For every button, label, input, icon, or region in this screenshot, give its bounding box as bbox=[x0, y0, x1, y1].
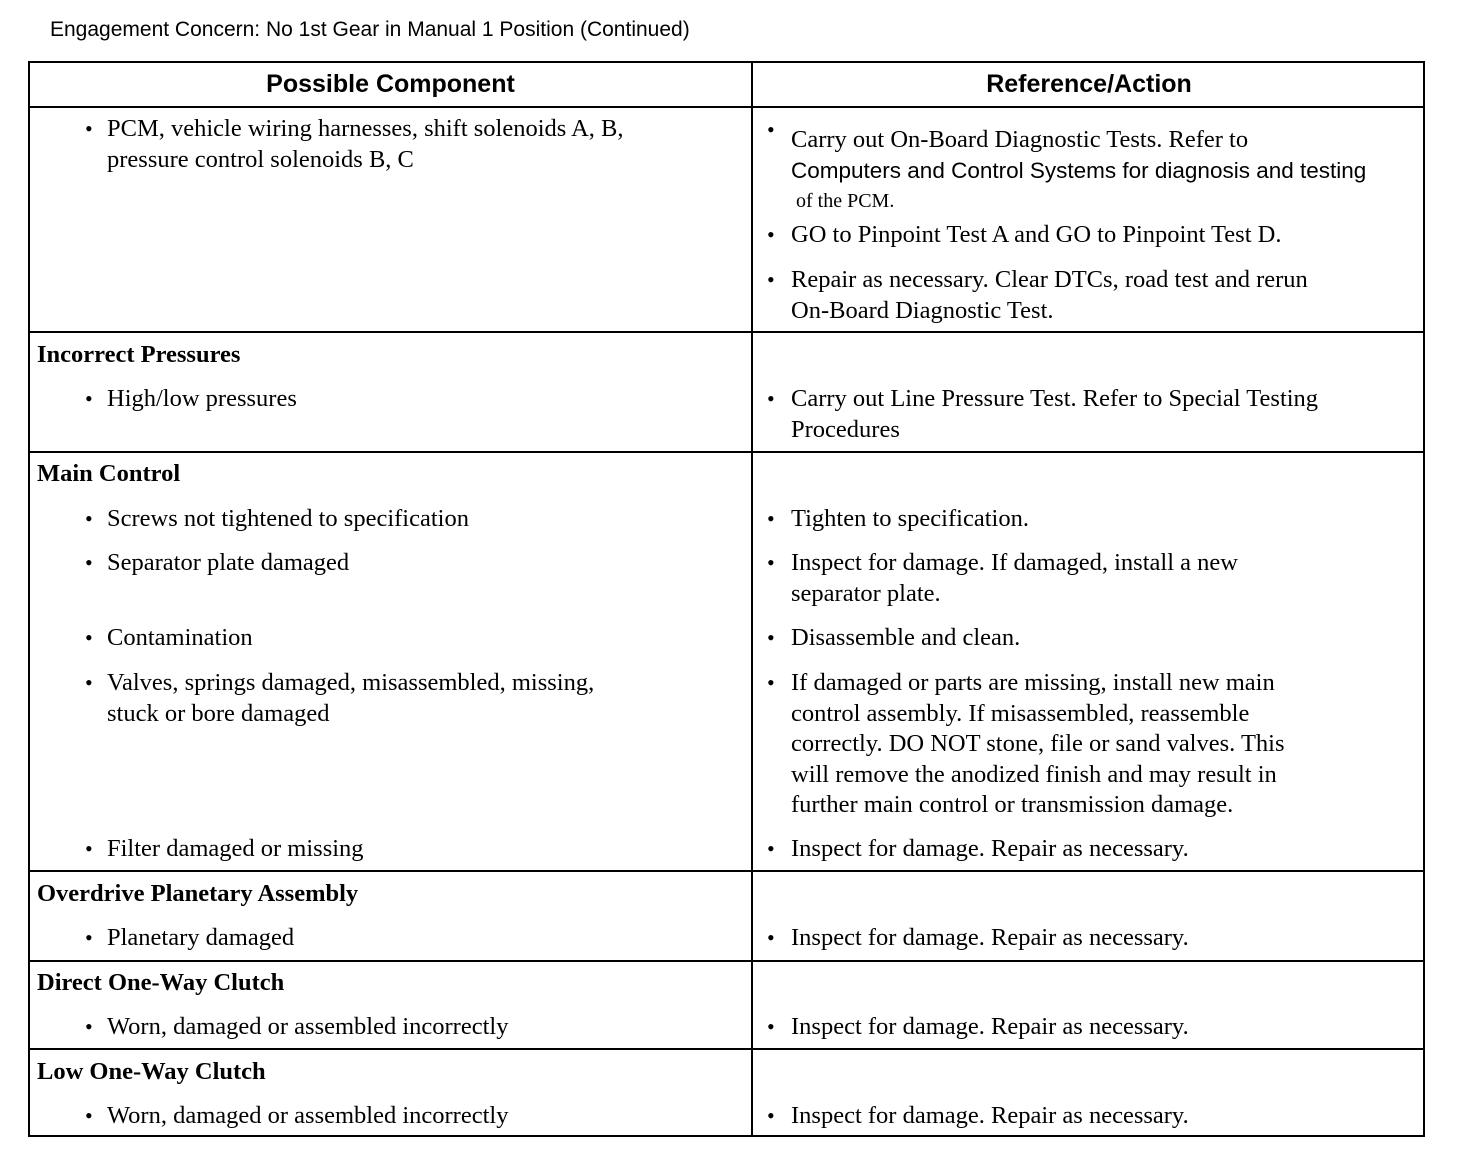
component-high-low-pressures: High/low pressures bbox=[107, 385, 297, 412]
bullet: • bbox=[767, 506, 775, 531]
row-divider bbox=[30, 331, 1423, 333]
page-caption: Engagement Concern: No 1st Gear in Manual 1 Position (Continued) bbox=[50, 18, 690, 41]
row-divider bbox=[30, 1048, 1423, 1050]
component-low-clutch-worn: Worn, damaged or assembled incorrectly bbox=[107, 1102, 509, 1129]
component-filter: Filter damaged or missing bbox=[107, 835, 364, 862]
action-repair-rerun: Repair as necessary. Clear DTCs, road test and rerun On-Board Diagnostic Test. bbox=[791, 266, 1308, 324]
bullet: • bbox=[767, 550, 775, 575]
row-divider bbox=[30, 870, 1423, 872]
bullet: • bbox=[767, 1103, 775, 1128]
bullet: • bbox=[85, 1103, 93, 1128]
diagnosis-table bbox=[28, 61, 1425, 1137]
row-divider bbox=[30, 106, 1423, 108]
bullet: • bbox=[767, 222, 775, 247]
bullet: • bbox=[767, 625, 775, 650]
bullet: • bbox=[85, 116, 93, 141]
component-contamination: Contamination bbox=[107, 624, 253, 651]
header-possible-component: Possible Component bbox=[266, 70, 515, 98]
section-low-one-way-clutch: Low One-Way Clutch bbox=[37, 1058, 266, 1085]
bullet: • bbox=[85, 625, 93, 650]
action-planetary-inspect: Inspect for damage. Repair as necessary. bbox=[791, 924, 1189, 951]
bullet: • bbox=[767, 267, 775, 292]
action-disassemble: Disassemble and clean. bbox=[791, 624, 1021, 651]
header-reference-action: Reference/Action bbox=[986, 70, 1192, 98]
section-incorrect-pressures: Incorrect Pressures bbox=[37, 341, 241, 368]
component-screws: Screws not tightened to specification bbox=[107, 505, 469, 532]
action-low-clutch-inspect: Inspect for damage. Repair as necessary. bbox=[791, 1102, 1189, 1129]
bullet: • bbox=[767, 117, 775, 142]
bullet: • bbox=[767, 836, 775, 861]
bullet: • bbox=[85, 506, 93, 531]
bullet: • bbox=[767, 1014, 775, 1039]
bullet: • bbox=[85, 386, 93, 411]
action-line-pressure-test: Carry out Line Pressure Test. Refer to Special Testing Procedures bbox=[791, 385, 1319, 443]
component-separator-plate: Separator plate damaged bbox=[107, 549, 350, 576]
component-valves-springs: Valves, springs damaged, misassembled, missing, stuck or bore damaged bbox=[107, 669, 595, 727]
action-main-control-assembly: If damaged or parts are missing, install new main control assembly. If misassembled, reassemble correctly. DO NOT stone, file or sand valves. This will remove the anodized finish and may result in further main control or transmission damage. bbox=[791, 669, 1285, 818]
bullet: • bbox=[85, 836, 93, 861]
bullet: • bbox=[767, 925, 775, 950]
section-overdrive-planetary: Overdrive Planetary Assembly bbox=[37, 880, 359, 907]
section-main-control: Main Control bbox=[37, 460, 181, 487]
action-separator-plate: Inspect for damage. If damaged, install a new separator plate. bbox=[791, 549, 1238, 607]
bullet: • bbox=[85, 1014, 93, 1039]
component-pcm: PCM, vehicle wiring harnesses, shift solenoids A, B, pressure control solenoids B, C bbox=[107, 115, 624, 173]
bullet: • bbox=[767, 670, 775, 695]
action-filter-inspect: Inspect for damage. Repair as necessary. bbox=[791, 835, 1189, 862]
action-obd-tests: Carry out On-Board Diagnostic Tests. Refer to Computers and Control Systems for diagnosis and testing of the PCM. bbox=[791, 126, 1367, 212]
column-divider bbox=[751, 63, 753, 1135]
bullet: • bbox=[767, 386, 775, 411]
bullet: • bbox=[85, 670, 93, 695]
action-tighten: Tighten to specification. bbox=[791, 505, 1029, 532]
action-pinpoint-tests: GO to Pinpoint Test A and GO to Pinpoint Test D. bbox=[791, 221, 1282, 248]
component-direct-clutch-worn: Worn, damaged or assembled incorrectly bbox=[107, 1013, 509, 1040]
action-direct-clutch-inspect: Inspect for damage. Repair as necessary. bbox=[791, 1013, 1189, 1040]
bullet: • bbox=[85, 550, 93, 575]
component-planetary-damaged: Planetary damaged bbox=[107, 924, 295, 951]
row-divider bbox=[30, 960, 1423, 962]
bullet: • bbox=[85, 925, 93, 950]
row-divider bbox=[30, 451, 1423, 453]
section-direct-one-way-clutch: Direct One-Way Clutch bbox=[37, 969, 285, 996]
